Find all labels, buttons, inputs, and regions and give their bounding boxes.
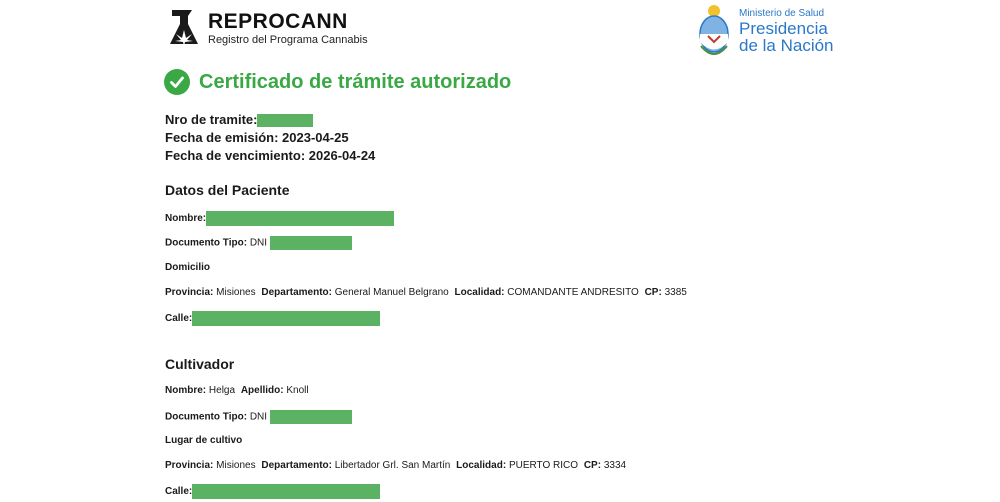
ministry-label: Ministerio de Salud <box>739 8 825 19</box>
grower-name-row <box>165 385 309 396</box>
grower-cp-value: 3334 <box>603 460 627 471</box>
grower-provincia-label: Provincia: <box>165 460 214 471</box>
redacted-patient-name <box>206 211 394 226</box>
expiration-label: Fecha de vencimiento: <box>165 148 306 163</box>
grower-departamento-label: Departamento: <box>261 460 332 471</box>
redacted-grower-street <box>192 484 380 499</box>
redacted-patient-document <box>270 236 352 250</box>
grower-departamento-value: Libertador Grl. San Martín <box>334 460 451 471</box>
patient-cp-label: CP: <box>644 287 662 298</box>
redacted-grower-document <box>270 410 352 424</box>
emission-label: Fecha de emisión: <box>165 130 279 145</box>
patient-section-heading: Datos del Paciente <box>165 182 290 198</box>
patient-provincia-label: Provincia: <box>165 287 214 298</box>
grower-document-label: Documento <box>165 411 220 423</box>
certificate-heading <box>164 69 511 95</box>
patient-localidad-label: Localidad: <box>454 287 505 298</box>
expiration-date-row <box>165 148 375 163</box>
patient-departamento-label: Departamento: <box>261 287 332 298</box>
grower-cp-label: CP: <box>583 460 602 471</box>
certificate-title: Certificado de trámite autorizado <box>199 70 512 93</box>
patient-calle-row <box>165 311 380 326</box>
grower-section-heading: Cultivador <box>165 356 235 372</box>
grower-localidad-value: PUERTO RICO <box>508 460 579 471</box>
patient-document-label: Documento <box>165 237 220 249</box>
grower-provincia-value: Misiones <box>216 460 256 471</box>
grower-lugar-text: Lugar de cultivo <box>165 435 243 446</box>
grower-apellido-label: Apellido: <box>240 385 284 396</box>
patient-departamento-value: General Manuel Belgrano <box>334 287 449 298</box>
check-circle-icon <box>164 69 190 95</box>
patient-localidad-value: COMANDANTE ANDRESITO <box>507 287 639 298</box>
patient-name-label: Nombre: <box>165 213 207 225</box>
grower-tipo-label: Tipo: <box>222 411 248 423</box>
government-logo <box>697 2 834 57</box>
presidencia-line2: de la Nación <box>739 36 834 55</box>
patient-cp-value: 3385 <box>664 287 687 298</box>
grower-nombre-value: Helga <box>208 385 236 396</box>
patient-tipo-value: DNI <box>249 237 268 249</box>
emission-value: 2023-04-25 <box>282 130 349 145</box>
patient-document-row <box>165 236 352 250</box>
grower-localidad-label: Localidad: <box>456 460 507 471</box>
redacted-tramite-number <box>257 114 313 127</box>
grower-calle-row <box>165 484 380 499</box>
grower-apellido-value: Knoll <box>286 385 309 396</box>
national-seal-icon <box>697 2 731 57</box>
patient-tipo-label: Tipo: <box>222 237 248 249</box>
logo-subtitle: Registro del Programa Cannabis <box>208 33 368 46</box>
patient-calle-label: Calle: <box>165 313 193 325</box>
patient-address-row <box>165 287 687 298</box>
grower-document-row <box>165 410 352 424</box>
presidencia-line1: Presidencia <box>739 19 828 38</box>
tramite-label: Nro de tramite: <box>165 112 258 127</box>
flask-cannabis-logo-icon <box>168 8 200 48</box>
redacted-patient-street <box>192 311 380 326</box>
grower-tipo-value: DNI <box>249 411 268 423</box>
grower-calle-label: Calle: <box>165 486 193 498</box>
grower-lugar-label <box>165 435 242 446</box>
logo-title: REPROCANN <box>208 9 348 33</box>
expiration-value: 2026-04-24 <box>308 148 376 163</box>
grower-address-row <box>165 460 626 471</box>
patient-domicilio-label <box>165 262 210 273</box>
patient-provincia-value: Misiones <box>216 287 256 298</box>
grower-nombre-label: Nombre: <box>165 385 207 396</box>
patient-name-row <box>165 211 394 226</box>
patient-domicilio-text: Domicilio <box>165 262 211 273</box>
tramite-number-row <box>165 112 313 127</box>
emission-date-row <box>165 130 349 145</box>
reprocann-logo <box>168 8 368 48</box>
